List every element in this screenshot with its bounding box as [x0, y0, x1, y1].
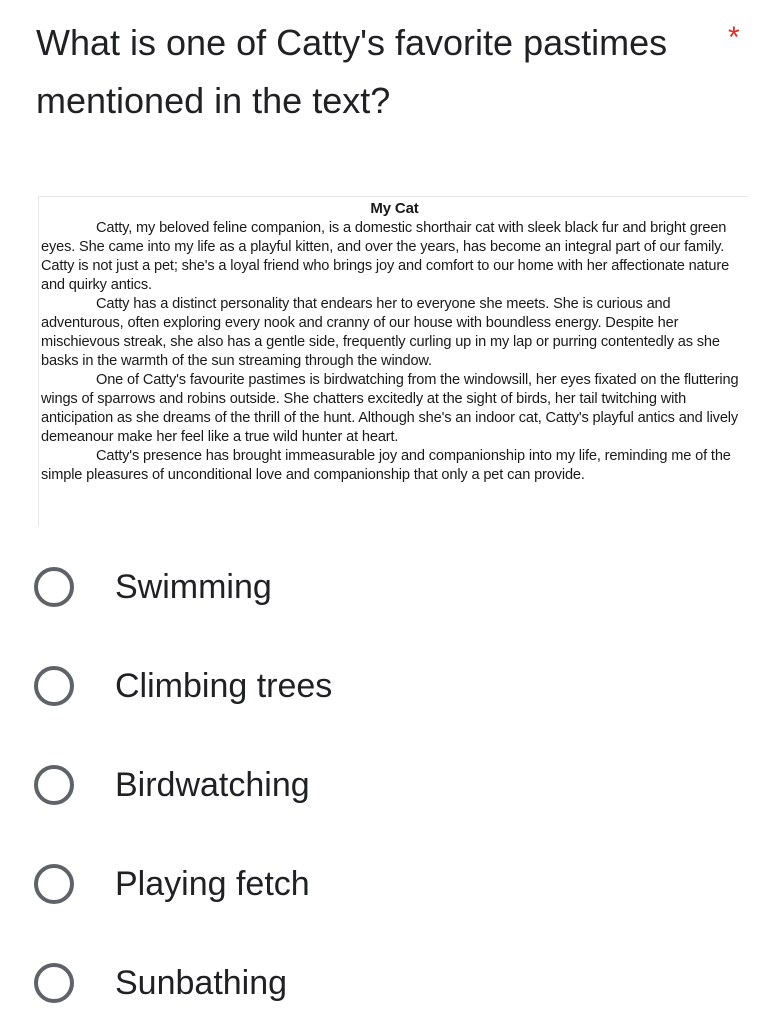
option-label: Playing fetch	[115, 865, 310, 903]
passage-paragraph: Catty, my beloved feline companion, is a domestic shorthair cat with sleek black fur and bright green eyes. She came into my life as a playful kitten, and over the years, has become an integral part of our family. Catty is not just a pet; she's a loyal friend who brings joy and comfort to our home with her affectionate nature and quirky antics.	[41, 220, 730, 293]
option-swimming[interactable]	[34, 557, 272, 617]
option-climbing-trees[interactable]	[34, 656, 332, 716]
radio-button[interactable]	[34, 666, 74, 706]
option-label: Climbing trees	[115, 667, 333, 705]
option-playing-fetch[interactable]	[34, 854, 310, 914]
passage-title: My Cat	[370, 200, 419, 217]
passage-image	[38, 196, 748, 526]
radio-button[interactable]	[34, 864, 74, 904]
required-indicator: *	[728, 21, 740, 54]
radio-button[interactable]	[34, 765, 74, 805]
radio-button[interactable]	[34, 963, 74, 1003]
option-sunbathing[interactable]	[34, 953, 287, 1013]
passage-paragraph: Catty's presence has brought immeasurable joy and companionship into my life, reminding me of the simple pleasures of unconditional love and companionship that only a pet can provide.	[41, 448, 731, 483]
option-label: Sunbathing	[115, 964, 288, 1002]
passage-paragraph: Catty has a distinct personality that endears her to everyone she meets. She is curious and adventurous, often exploring every nook and cranny of our house with boundless energy. Despite her mischievous streak, she also has a gentle side, frequently curling up in my lap or purring contentedly as she basks in the warmth of the sun streaming through the window.	[41, 296, 720, 369]
question-title: What is one of Catty's favorite pastimes mentioned in the text?	[36, 22, 668, 121]
passage-paragraph: One of Catty's favourite pastimes is birdwatching from the windowsill, her eyes fixated on the fluttering wings of sparrows and robins outside. She chatters excitedly at the sight of birds, her tail twitching with anticipation as she dreams of the thrill of the hunt. Although she's an indoor cat, Catty's playful antics and lively demeanour make her feel like a true wild hunter at heart.	[41, 372, 739, 445]
option-label: Birdwatching	[115, 766, 310, 804]
radio-button[interactable]	[34, 567, 74, 607]
option-birdwatching[interactable]	[34, 755, 310, 815]
option-label: Swimming	[115, 568, 272, 606]
